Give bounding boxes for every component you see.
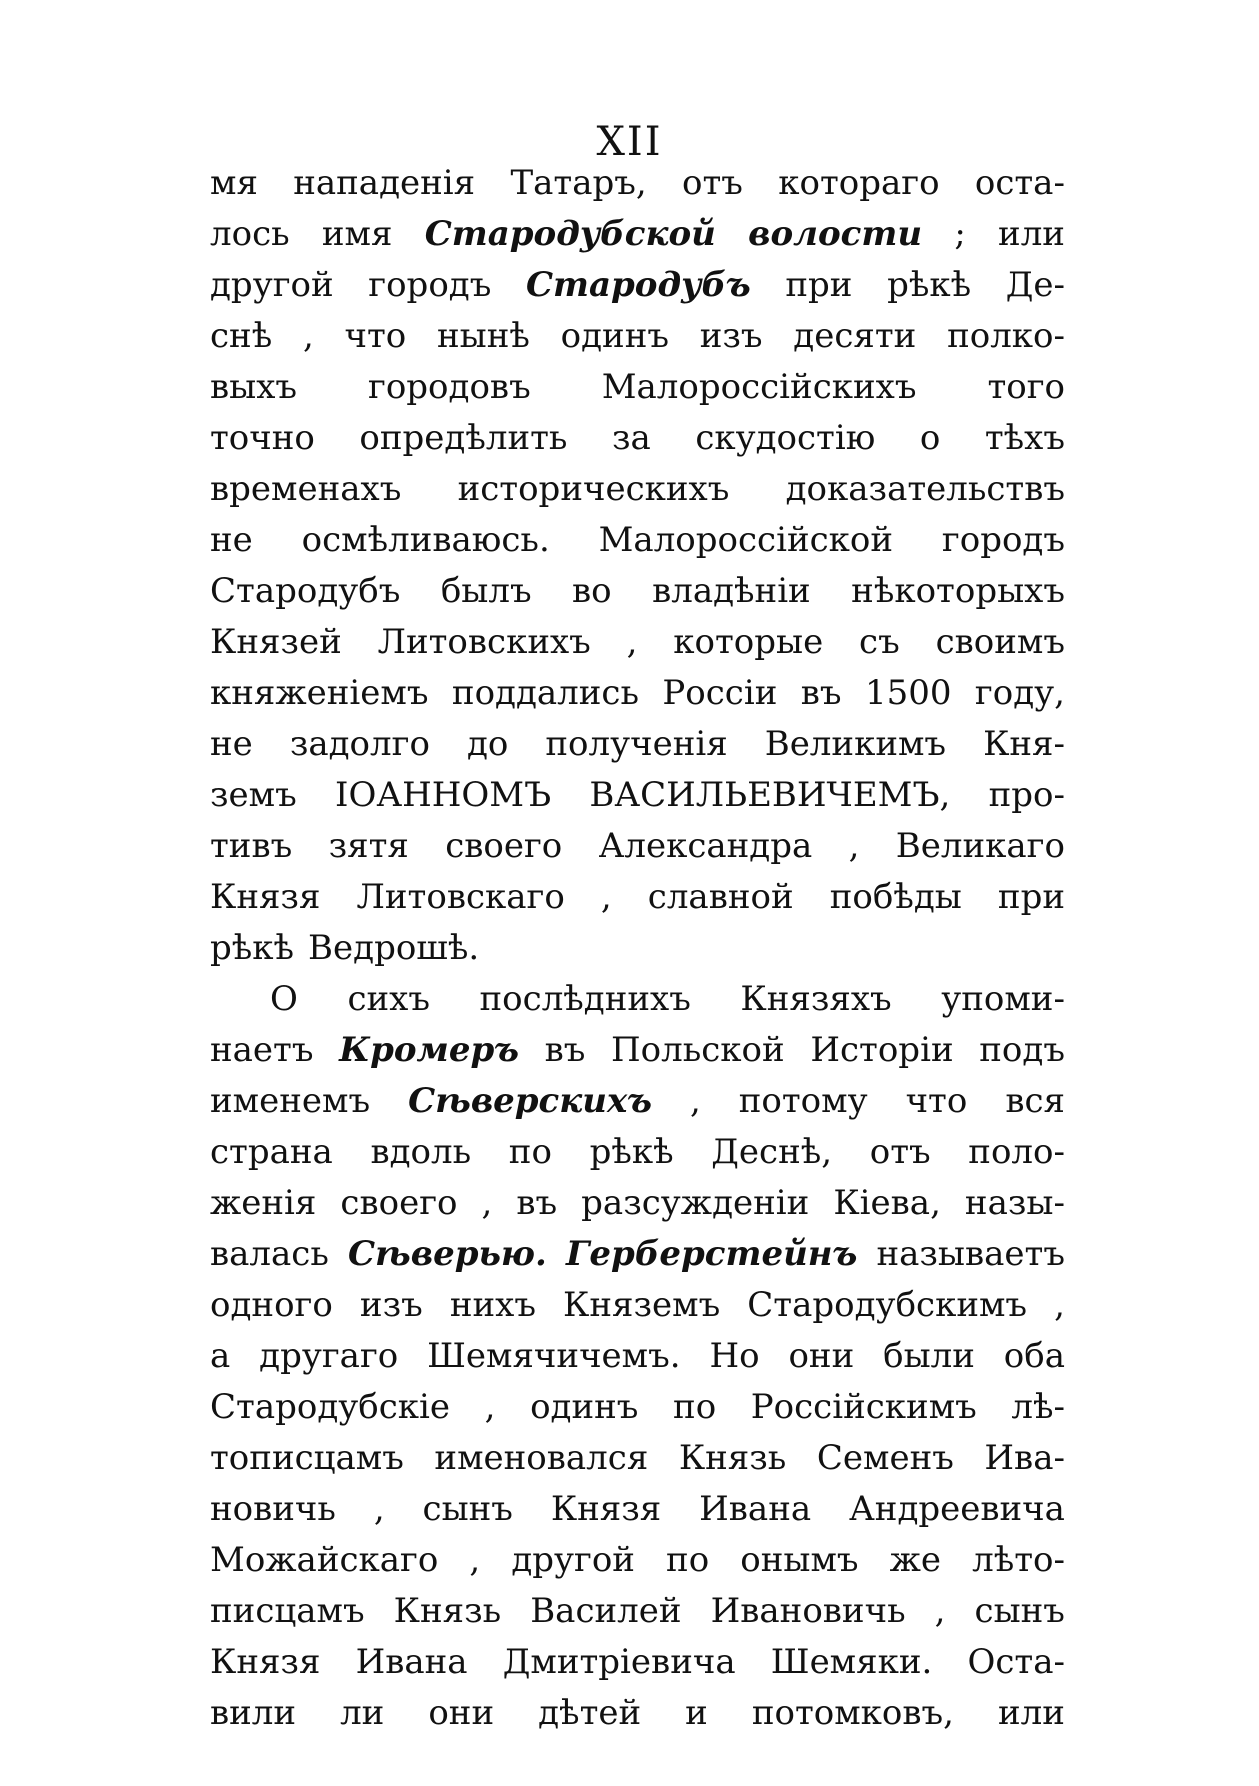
word: побѣды [829, 877, 962, 917]
word: своего [340, 1183, 458, 1223]
text-line [210, 1688, 1065, 1739]
word: Князей [210, 622, 342, 662]
word: упоми- [941, 979, 1065, 1019]
word: по [673, 1387, 717, 1427]
word: снѣ [210, 316, 273, 356]
word: потому [738, 1081, 868, 1121]
word: писцамъ [210, 1591, 365, 1631]
word: Стародубъ [210, 571, 401, 611]
word: потомковъ, [751, 1693, 954, 1733]
word: или [998, 1693, 1065, 1733]
word: рѣкѣ [887, 265, 972, 305]
word: въ [800, 673, 842, 713]
word: полко- [947, 316, 1065, 356]
text-line [210, 1484, 1065, 1535]
word: про- [988, 775, 1065, 815]
word: сынъ [974, 1591, 1065, 1631]
text-line [210, 464, 1065, 515]
word: до [466, 724, 509, 764]
word: въ [544, 1030, 586, 1070]
word: не [210, 724, 253, 764]
word: Россіи [662, 673, 778, 713]
word: другой [511, 1540, 635, 1580]
page-number: XII [596, 119, 663, 165]
word: Князь [678, 1438, 787, 1478]
word: своимъ [935, 622, 1065, 662]
word: былъ [440, 571, 532, 611]
word: нападенія [293, 163, 476, 203]
text-line [210, 923, 1065, 974]
word: рѣкѣ [589, 1132, 674, 1172]
word: году, [974, 673, 1065, 713]
text-line [210, 413, 1065, 464]
word: изъ [359, 1285, 423, 1325]
word: Литовскаго [356, 877, 565, 917]
word: Семенъ [816, 1438, 954, 1478]
word: одинъ [560, 316, 669, 356]
word: разсужденіи [581, 1183, 810, 1223]
word: не [210, 520, 253, 560]
word: тивъ [210, 826, 293, 866]
text-line [210, 668, 1065, 719]
word: онымъ [740, 1540, 859, 1580]
word: котораго [778, 163, 940, 203]
word: опредѣлить [359, 418, 568, 458]
text-line [210, 1127, 1065, 1178]
word: Татаръ, [510, 163, 647, 203]
word: при [997, 877, 1065, 917]
word: задолго [289, 724, 430, 764]
text-line [210, 1331, 1065, 1382]
text-line [210, 1433, 1065, 1484]
word: Малороссійской [598, 520, 894, 560]
word: временахъ [210, 469, 402, 509]
word: , [302, 316, 314, 356]
word: ВАСИЛЬЕВИЧЕМЪ, [589, 775, 951, 815]
word: съ [859, 622, 900, 662]
word: лѣто- [972, 1540, 1065, 1580]
word: Кня- [983, 724, 1065, 764]
word: имя [321, 214, 393, 254]
word: Александра [598, 826, 813, 866]
word: лось [210, 214, 290, 254]
text-line [210, 1025, 1065, 1076]
word: историческихъ [457, 469, 730, 509]
word: Герберстейнъ [565, 1234, 858, 1274]
word: наетъ [210, 1030, 314, 1070]
word: славной [647, 877, 794, 917]
word: Стародубскимъ [747, 1285, 1028, 1325]
word: другой [210, 265, 334, 305]
word: отъ [869, 1132, 931, 1172]
text-line [210, 1535, 1065, 1586]
word: и [685, 1693, 708, 1733]
word: полученія [545, 724, 728, 764]
word: своего [445, 826, 563, 866]
body-text [210, 158, 1065, 1739]
word: отъ [681, 163, 743, 203]
text-line [210, 260, 1065, 311]
word: осмѣливаюсь. [301, 520, 550, 560]
word: рѣкѣ [210, 928, 295, 968]
word: , [373, 1489, 385, 1529]
text-line [210, 821, 1065, 872]
word: Польской [611, 1030, 785, 1070]
word: Дмитріевича [502, 1642, 736, 1682]
word: Князяхъ [740, 979, 892, 1019]
word: , [934, 1591, 946, 1631]
word: вили [210, 1693, 297, 1733]
word: , [469, 1540, 481, 1580]
word: выхъ [210, 367, 298, 407]
word: Россійскимъ [750, 1387, 977, 1427]
word: Ивановичь [710, 1591, 906, 1631]
word: , [600, 877, 612, 917]
word: вся [1005, 1081, 1065, 1121]
word: а [210, 1336, 231, 1376]
word: Княземъ [563, 1285, 721, 1325]
word: назы- [964, 1183, 1065, 1223]
word: ли [340, 1693, 385, 1733]
word: Князя [210, 877, 321, 917]
word: Литовскихъ [377, 622, 591, 662]
text-line [210, 1076, 1065, 1127]
word: , [848, 826, 860, 866]
word: подъ [979, 1030, 1065, 1070]
word: Шемячичемъ. [427, 1336, 681, 1376]
word: Ива- [984, 1438, 1065, 1478]
word: Стародубъ [525, 265, 751, 305]
text-line [210, 566, 1065, 617]
word: вдоль [370, 1132, 472, 1172]
word: что [344, 316, 407, 356]
text-line [210, 1382, 1065, 1433]
word: за [611, 418, 651, 458]
word: десяти [793, 316, 917, 356]
text-line [210, 362, 1065, 413]
text-line [210, 1586, 1065, 1637]
word: скудостію [695, 418, 876, 458]
text-line [210, 617, 1065, 668]
word: Князя [550, 1489, 662, 1529]
word: , [689, 1081, 701, 1121]
word: Ивана [355, 1642, 468, 1682]
word: земъ [210, 775, 297, 815]
word: Стародубскіе [210, 1387, 451, 1427]
word: при [785, 265, 853, 305]
word: изъ [699, 316, 763, 356]
word: Ивана [699, 1489, 812, 1529]
word: городъ [941, 520, 1065, 560]
word: доказательствъ [785, 469, 1065, 509]
word: Великаго [895, 826, 1065, 866]
word: того [987, 367, 1065, 407]
text-line [210, 1280, 1065, 1331]
word: поло- [968, 1132, 1065, 1172]
word: , [484, 1387, 496, 1427]
word: женія [210, 1183, 317, 1223]
word: или [998, 214, 1065, 254]
word: Но [709, 1336, 760, 1376]
word: Ведрошѣ. [308, 928, 480, 968]
word: новичь [210, 1489, 336, 1529]
word: они [428, 1693, 495, 1733]
word: , [481, 1183, 493, 1223]
word: Кромеръ [339, 1030, 519, 1070]
word: нынѣ [437, 316, 530, 356]
text-line [210, 719, 1065, 770]
text-line [210, 974, 1065, 1025]
text-line [210, 1229, 1065, 1280]
word: именовался [434, 1438, 649, 1478]
word: нѣкоторыхъ [851, 571, 1065, 611]
word: одинъ [530, 1387, 639, 1427]
word: называетъ [876, 1234, 1065, 1274]
word: тѣхъ [984, 418, 1065, 458]
word: сихъ [347, 979, 430, 1019]
word: страна [210, 1132, 333, 1172]
word: точно [210, 418, 315, 458]
word: дѣтей [538, 1693, 642, 1733]
word: тописцамъ [210, 1438, 404, 1478]
word: Сѣверскихъ [408, 1081, 652, 1121]
word: Малороссійскихъ [601, 367, 917, 407]
text-line [210, 209, 1065, 260]
word: по [508, 1132, 552, 1172]
word: же [889, 1540, 942, 1580]
word: городовъ [368, 367, 531, 407]
word: О [270, 979, 298, 1019]
word: Можайскаго [210, 1540, 439, 1580]
word: оба [1003, 1336, 1065, 1376]
text-line [210, 158, 1065, 209]
word: валась [210, 1234, 329, 1274]
word: волости [748, 214, 923, 254]
word: Князь [393, 1591, 502, 1631]
word: сынъ [422, 1489, 513, 1529]
text-line [210, 1637, 1065, 1688]
word: поддались [451, 673, 639, 713]
word: которые [673, 622, 824, 662]
word: были [883, 1336, 975, 1376]
word: Сѣверью. [347, 1234, 547, 1274]
word: княженіемъ [210, 673, 429, 713]
word: другаго [259, 1336, 399, 1376]
word: Князя [210, 1642, 321, 1682]
word: нихъ [449, 1285, 536, 1325]
word: по [666, 1540, 710, 1580]
word: Стародубской [424, 214, 716, 254]
word: они [788, 1336, 855, 1376]
word: Деснѣ, [711, 1132, 833, 1172]
text-line [210, 311, 1065, 362]
word: зятя [328, 826, 409, 866]
word: Оста- [967, 1642, 1065, 1682]
word: Исторіи [810, 1030, 954, 1070]
word: Кіева, [833, 1183, 941, 1223]
word: оста- [974, 163, 1065, 203]
word: о [919, 418, 941, 458]
text-line [210, 1178, 1065, 1229]
word: 1500 [864, 673, 952, 713]
text-line [210, 770, 1065, 821]
text-line [210, 515, 1065, 566]
word: , [626, 622, 638, 662]
word: владѣніи [652, 571, 811, 611]
word: городъ [368, 265, 492, 305]
word: , [1054, 1285, 1065, 1325]
word: мя [210, 163, 258, 203]
word: послѣднихъ [479, 979, 691, 1019]
word: Андреевича [849, 1489, 1065, 1529]
word: Великимъ [764, 724, 947, 764]
word: въ [516, 1183, 558, 1223]
word: Василей [530, 1591, 682, 1631]
word: одного [210, 1285, 333, 1325]
word: ІОАННОМЪ [335, 775, 552, 815]
word: что [905, 1081, 968, 1121]
text-line [210, 872, 1065, 923]
word: Шемяки. [770, 1642, 933, 1682]
word: ; [954, 214, 966, 254]
word: именемъ [210, 1081, 371, 1121]
word: лѣ- [1011, 1387, 1065, 1427]
word: во [572, 571, 612, 611]
word: Де- [1005, 265, 1065, 305]
